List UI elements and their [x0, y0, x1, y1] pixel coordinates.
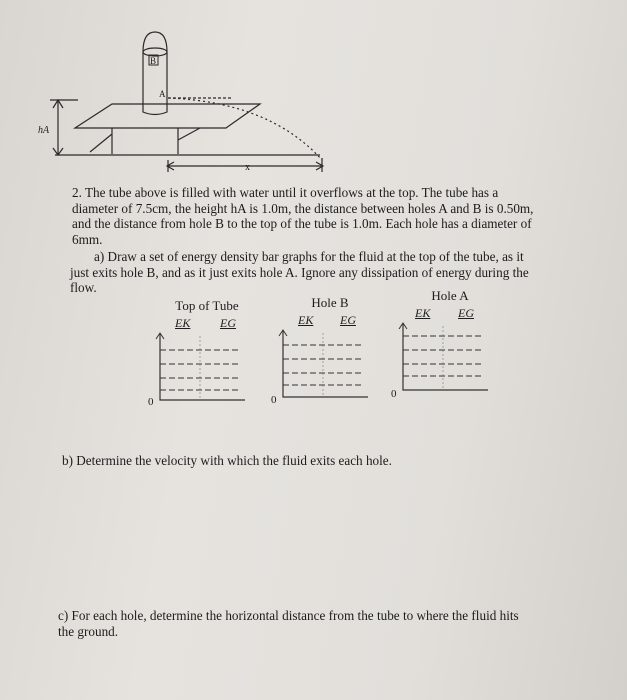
part-c-line-1: c) For each hole, determine the horizontal distance from the tube to where the fluid hits — [58, 608, 519, 623]
eg-label: EG — [458, 306, 474, 320]
problem-line-4: 6mm. — [72, 231, 103, 247]
label-b: B — [150, 56, 157, 66]
tube-body — [143, 32, 167, 115]
problem-line-3: and the distance from hole B to the top of the tube is 1.0m. Each hole has a diameter of — [72, 216, 532, 231]
eg-label: EG — [340, 313, 356, 327]
zero-label: 0 — [271, 394, 277, 406]
bar-axes — [268, 329, 378, 401]
problem-statement — [72, 185, 617, 247]
part-a-line-1: a) Draw a set of energy density bar graphs for the fluid at the top of the tube, as it — [94, 249, 524, 264]
tube-diagram — [0, 0, 627, 190]
label-x: x — [245, 162, 250, 173]
part-c-line-2: the ground. — [58, 623, 119, 639]
graph-top-of-tube — [145, 298, 255, 413]
problem-line-1: 2. The tube above is filled with water until it overflows at the top. The tube has a — [72, 185, 499, 200]
graph-title: Hole A — [431, 288, 469, 303]
ha-arrow — [53, 100, 63, 155]
graph-hole-a — [388, 288, 498, 403]
zero-label: 0 — [391, 388, 397, 400]
label-ha: hA — [38, 125, 50, 136]
label-a: A — [159, 89, 166, 99]
part-b: b) Determine the velocity with which the fluid exits each hole. — [62, 453, 392, 468]
problem-line-2: diameter of 7.5cm, the height hA is 1.0m, the distance between holes A and B is 0.50m, — [72, 200, 534, 216]
bar-axes — [388, 322, 498, 394]
ek-label: EK — [175, 316, 191, 330]
water-trajectory — [168, 98, 322, 160]
part-a-line-3: flow. — [70, 280, 97, 295]
graph-hole-b — [268, 295, 378, 410]
eg-label: EG — [220, 316, 236, 330]
part-c — [58, 608, 608, 639]
zero-label: 0 — [148, 396, 154, 408]
graph-title: Top of Tube — [175, 298, 239, 313]
part-a — [70, 249, 615, 296]
bar-axes — [145, 332, 255, 404]
ek-label: EK — [298, 313, 314, 327]
ek-label: EK — [415, 306, 431, 320]
stand-legs — [90, 128, 200, 154]
graph-title: Hole B — [311, 295, 349, 310]
part-a-line-2: just exits hole B, and as it just exits hole A. Ignore any dissipation of energy during the — [70, 264, 529, 280]
